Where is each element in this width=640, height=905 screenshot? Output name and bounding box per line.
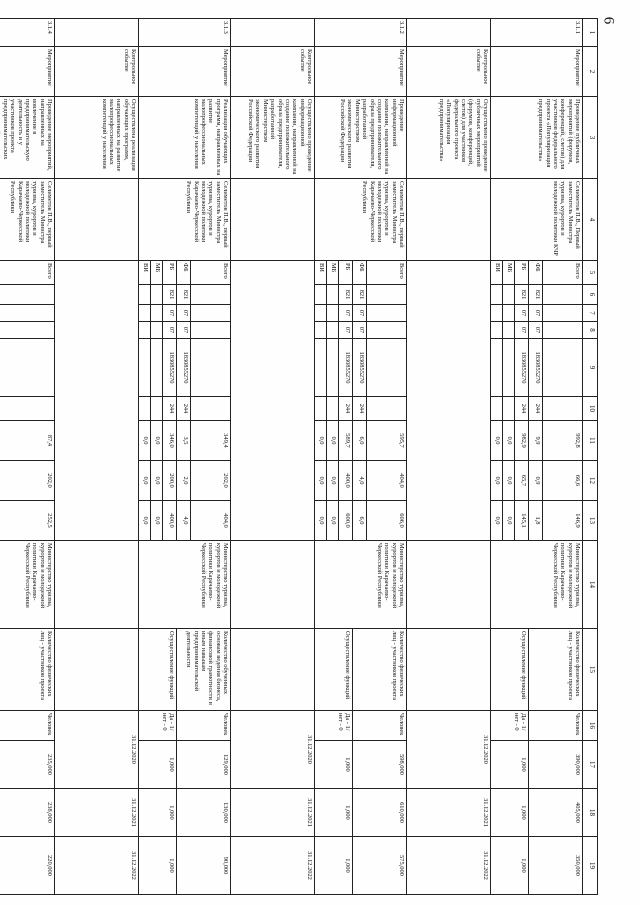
- amount-2021: 4,0: [353, 461, 367, 501]
- column-number: 6: [583, 285, 598, 305]
- amount-2020: 346,0: [163, 421, 177, 461]
- item-name: Проведение публичных мероприятий (форумов, конференций, слетов) для участников федерального проекта «Популяризация предпринимательства»: [491, 97, 583, 179]
- grbs-code: [315, 285, 327, 305]
- responsible-person: Селиметов П.В., первый заместитель Министра туризма, курортов и молодежной политики Карачаево-Черкесской Республики: [0, 179, 55, 261]
- amount-2020: 982,9: [515, 421, 529, 461]
- indicator-2022: 1,000: [491, 837, 529, 895]
- section-row: [367, 19, 407, 895]
- grbs-code: [367, 285, 407, 305]
- item-name: Осуществлена реализация обучающих программ, направленных на развитие малопрофессиональных компетенций у населения: [55, 97, 139, 179]
- indicator-unit: Да - 1/ нет - 0: [491, 711, 529, 741]
- grbs-code: [491, 285, 503, 305]
- indicator-2022: 1,000: [315, 837, 353, 895]
- indicator-name: Количество физических лиц - участников проекта: [353, 629, 407, 711]
- item-type: Мероприятие: [315, 47, 407, 97]
- date-2021: 31.12.2021: [55, 789, 139, 837]
- pr-code: [315, 322, 327, 339]
- pr-code: [0, 322, 55, 339]
- item-name: Осуществлено проведение публичных мероприятий (форумов, конференций, слетов) для участников федерального проекта «Популяризация предпринимательства»: [407, 97, 491, 179]
- amount-2021: 400,0: [339, 461, 353, 501]
- responsible-person: Селиметов П.В., первый заместитель Министра туризма, курортов и молодежной политики Карачаево-Черкесской Республики: [315, 179, 407, 261]
- indicator-2021: 1,000: [139, 789, 177, 837]
- amount-2020: 0,0: [327, 421, 339, 461]
- rz-code: [191, 305, 231, 322]
- rz-code: 07: [515, 305, 529, 322]
- column-number: 12: [583, 461, 598, 501]
- date-2020: 31.12.2020: [231, 711, 315, 789]
- scanned-page: [1, 18, 598, 894]
- funding-source: МБ: [503, 261, 515, 285]
- pr-code: 07: [529, 322, 543, 339]
- csr-code: [491, 339, 503, 397]
- item-type: Контрольное событие: [407, 47, 491, 97]
- responsible-person: [407, 179, 491, 261]
- executor: Министерство туризма, курортов и молодежной политики Карачаево-Черкесской Республики: [315, 541, 407, 629]
- indicator-name: [407, 629, 491, 711]
- header-row: [583, 19, 598, 895]
- grbs-code: [543, 285, 583, 305]
- indicator-base: 598,000: [353, 741, 407, 789]
- pr-code: 07: [353, 322, 367, 339]
- csr-code: 1830855270: [339, 339, 353, 397]
- csr-code: 1830855270: [529, 339, 543, 397]
- amount-2020: 0,0: [503, 421, 515, 461]
- pr-code: [151, 322, 163, 339]
- vr-code: [327, 397, 339, 421]
- indicator-name: Осуществление функций: [315, 629, 353, 711]
- amount-2022: 0,0: [139, 501, 151, 541]
- csr-code: 1830855270: [163, 339, 177, 397]
- pr-code: 07: [339, 322, 353, 339]
- indicator-2021: 1,000: [491, 789, 529, 837]
- vr-code: 244: [177, 397, 191, 421]
- item-code: 3.1.1: [491, 19, 583, 47]
- indicator-2021: 1,000: [315, 789, 353, 837]
- funding-source: ВИ: [315, 261, 327, 285]
- amount-2020: 349,4: [191, 421, 231, 461]
- column-number: 14: [583, 541, 598, 629]
- rz-code: 07: [529, 305, 543, 322]
- amount-2022: 400,0: [163, 501, 177, 541]
- pr-code: [367, 322, 407, 339]
- pr-code: 07: [177, 322, 191, 339]
- date-2022: 31.12.2022: [231, 837, 315, 895]
- date-2021: 31.12.2021: [231, 789, 315, 837]
- column-number: 4: [583, 179, 598, 261]
- indicator-2021: 238,000: [0, 789, 55, 837]
- funding-source: МБ: [327, 261, 339, 285]
- vr-code: 244: [339, 397, 353, 421]
- indicator-2022: 1,000: [139, 837, 177, 895]
- amount-2021: 200,0: [163, 461, 177, 501]
- amount-2021: 65,7: [515, 461, 529, 501]
- rz-code: 07: [339, 305, 353, 322]
- vr-code: [151, 397, 163, 421]
- csr-code: [543, 339, 583, 397]
- column-number: 3: [583, 97, 598, 179]
- responsible-person: Селиметов П.В., Первый заместитель Министра туризма, курортов и молодежной политики КЧР: [491, 179, 583, 261]
- amount-2021: 202,0: [0, 461, 55, 501]
- amount-2021: 2,0: [177, 461, 191, 501]
- indicator-2021: 405,000: [529, 789, 583, 837]
- column-number: 16: [583, 711, 598, 741]
- amount-2022: 0,0: [503, 501, 515, 541]
- csr-code: [315, 339, 327, 397]
- pr-code: [327, 322, 339, 339]
- item-type: Мероприятие: [491, 47, 583, 97]
- grbs-code: [0, 285, 55, 305]
- indicator-2022: 575,000: [353, 837, 407, 895]
- amount-2020: 6,0: [353, 421, 367, 461]
- rz-code: [543, 305, 583, 322]
- grbs-code: [151, 285, 163, 305]
- responsible-person: Селиметов П.В., первый заместитель Министра туризма, курортов и молодежной политики Карачаево-Черкесской Республики: [139, 179, 231, 261]
- csr-code: 1830855270: [353, 339, 367, 397]
- amount-2022: 606,0: [367, 501, 407, 541]
- item-name: Осуществлено проведение информационной кампании, направленной на создание положительного образа предпринимателя, разработанной Министерством экономического развития Российской Федерации: [231, 97, 315, 179]
- item-type: Мероприятие: [139, 47, 231, 97]
- vr-code: 244: [529, 397, 543, 421]
- amount-2021: 66,6: [543, 461, 583, 501]
- date-2020: 31.12.2020: [55, 711, 139, 789]
- column-number: 15: [583, 629, 598, 711]
- pr-code: [191, 322, 231, 339]
- indicator-name: [231, 629, 315, 711]
- csr-code: 1830855270: [177, 339, 191, 397]
- column-number: 1: [583, 19, 598, 47]
- grbs-code: [191, 285, 231, 305]
- item-type: Контрольное событие: [231, 47, 315, 97]
- funding-source: Всего: [367, 261, 407, 285]
- amount-2021: 0,0: [151, 461, 163, 501]
- executor: Министерство туризма, курортов и молодежной политики Карачаево-Черкесской Республики: [0, 541, 55, 629]
- amount-2021: 404,0: [367, 461, 407, 501]
- indicator-2021: 130,000: [177, 789, 231, 837]
- amount-2022: 0,0: [151, 501, 163, 541]
- section-row: [543, 19, 583, 895]
- grbs-code: 821: [515, 285, 529, 305]
- column-number: 11: [583, 421, 598, 461]
- csr-code: [0, 339, 55, 397]
- control-event-row: [407, 19, 491, 895]
- pr-code: 07: [515, 322, 529, 339]
- indicator-base: 129,000: [177, 741, 231, 789]
- vr-code: [139, 397, 151, 421]
- item-code: [231, 19, 315, 47]
- indicator-base: 235,000: [0, 741, 55, 789]
- funding-source: ВИ: [491, 261, 503, 285]
- amount-2020: 0,0: [139, 421, 151, 461]
- rz-code: [491, 305, 503, 322]
- vr-code: [191, 397, 231, 421]
- rz-code: [367, 305, 407, 322]
- indicator-2022: 220,000: [0, 837, 55, 895]
- pr-code: [139, 322, 151, 339]
- amount-2022: 0,0: [327, 501, 339, 541]
- item-code: [407, 19, 491, 47]
- amount-2020: 595,7: [367, 421, 407, 461]
- grbs-code: 821: [339, 285, 353, 305]
- amount-2022: 4,0: [177, 501, 191, 541]
- responsible-person: [55, 179, 139, 261]
- indicator-name: Осуществление функций: [491, 629, 529, 711]
- funding-source: РБ: [339, 261, 353, 285]
- pr-code: [491, 322, 503, 339]
- rz-code: 07: [163, 305, 177, 322]
- amount-2021: 0,0: [315, 461, 327, 501]
- indicator-unit: Да - 1/ нет - 0: [315, 711, 353, 741]
- vr-code: [543, 397, 583, 421]
- item-code: 3.1.4: [0, 19, 55, 47]
- funding-source: ФБ: [353, 261, 367, 285]
- grbs-code: 821: [353, 285, 367, 305]
- indicator-base: 1,000: [139, 741, 177, 789]
- vr-code: [503, 397, 515, 421]
- rz-code: [151, 305, 163, 322]
- grbs-code: [139, 285, 151, 305]
- rz-code: [139, 305, 151, 322]
- executor: [55, 541, 139, 629]
- funding-source: РБ: [515, 261, 529, 285]
- column-number: 7: [583, 305, 598, 322]
- rz-code: [503, 305, 515, 322]
- funding-source: Всего: [191, 261, 231, 285]
- item-type: Мероприятие: [0, 47, 55, 97]
- date-2022: 31.12.2022: [55, 837, 139, 895]
- date-2021: 31.12.2021: [407, 789, 491, 837]
- indicator-name: Количество физических лиц - участников проекта: [0, 629, 55, 711]
- amount-2022: 0,0: [315, 501, 327, 541]
- funding-source: ФБ: [529, 261, 543, 285]
- column-number: 18: [583, 789, 598, 837]
- amount-2020: 0,0: [315, 421, 327, 461]
- indicator-unit: Человек: [177, 711, 231, 741]
- indicator-base: 1,000: [491, 741, 529, 789]
- column-number: 13: [583, 501, 598, 541]
- control-event-row: [231, 19, 315, 895]
- amount-2021: 0,9: [529, 461, 543, 501]
- column-number: 19: [583, 837, 598, 895]
- amount-2022: 6,0: [353, 501, 367, 541]
- csr-code: [503, 339, 515, 397]
- executor: [231, 541, 315, 629]
- column-number: 5: [583, 261, 598, 285]
- amount-2022: 404,0: [191, 501, 231, 541]
- vr-code: 244: [353, 397, 367, 421]
- rz-code: 07: [353, 305, 367, 322]
- indicator-name: Осуществление функций: [139, 629, 177, 711]
- section-row: [191, 19, 231, 895]
- executor: Министерство туризма, курортов и молодежной политики Карачаево-Черкесской Республики: [139, 541, 231, 629]
- amount-2020: 992,8: [543, 421, 583, 461]
- responsible-person: [231, 179, 315, 261]
- item-code: [55, 19, 139, 47]
- date-2022: 31.12.2022: [407, 837, 491, 895]
- empty-cell: [55, 261, 139, 541]
- amount-2022: 146,9: [543, 501, 583, 541]
- indicator-base: 1,000: [315, 741, 353, 789]
- page-number: 6: [600, 16, 617, 25]
- column-number: 17: [583, 741, 598, 789]
- amount-2020: 0,0: [151, 421, 163, 461]
- control-event-row: [55, 19, 139, 895]
- csr-code: 1830855270: [515, 339, 529, 397]
- indicator-2021: 610,000: [353, 789, 407, 837]
- grbs-code: 821: [529, 285, 543, 305]
- pr-code: [543, 322, 583, 339]
- item-code: 3.1.2: [315, 19, 407, 47]
- amount-2021: 0,0: [327, 461, 339, 501]
- item-type: Контрольное событие: [55, 47, 139, 97]
- csr-code: [151, 339, 163, 397]
- amount-2020: 9,9: [529, 421, 543, 461]
- indicator-name: [55, 629, 139, 711]
- indicator-2022: 350,000: [529, 837, 583, 895]
- vr-code: 244: [515, 397, 529, 421]
- amount-2020: 589,7: [339, 421, 353, 461]
- funding-source: МБ: [151, 261, 163, 285]
- amount-2021: 0,0: [491, 461, 503, 501]
- amount-2022: 145,1: [515, 501, 529, 541]
- indicator-unit: Человек: [529, 711, 583, 741]
- column-number: 8: [583, 322, 598, 339]
- vr-code: [315, 397, 327, 421]
- indicator-name: Количество обученных основам ведения бизнеса, финансовой грамотности и иным навыкам предпринимательской деятельности: [177, 629, 231, 711]
- vr-code: [491, 397, 503, 421]
- column-number: 9: [583, 339, 598, 397]
- section-row: [0, 19, 55, 895]
- vr-code: [0, 397, 55, 421]
- empty-cell: [231, 261, 315, 541]
- funding-source: РБ: [163, 261, 177, 285]
- pr-code: 07: [163, 322, 177, 339]
- item-name: Проведение мероприятий, направленных на вовлечение в предпринимательскую деятельность и у участников проекта предпринимательских: [0, 97, 55, 179]
- rotated-document: [1, 18, 598, 894]
- funding-source: Всего: [543, 261, 583, 285]
- amount-2021: 202,0: [191, 461, 231, 501]
- amount-2022: 0,0: [491, 501, 503, 541]
- grbs-code: 821: [177, 285, 191, 305]
- amount-2021: 0,0: [139, 461, 151, 501]
- csr-code: [327, 339, 339, 397]
- amount-2022: 252,5: [0, 501, 55, 541]
- indicator-unit: Да - 1/ нет - 0: [139, 711, 177, 741]
- rz-code: [327, 305, 339, 322]
- csr-code: [191, 339, 231, 397]
- vr-code: [367, 397, 407, 421]
- empty-cell: [407, 261, 491, 541]
- date-2020: 31.12.2020: [407, 711, 491, 789]
- item-name: Проведение информационной кампании, направленной на создание положительного образа предпринимателя, разработанной Министерством экономического развития Российской Федерации: [315, 97, 407, 179]
- funding-source: Всего: [0, 261, 55, 285]
- indicator-unit: Человек: [0, 711, 55, 741]
- pr-code: [503, 322, 515, 339]
- amount-2022: 600,0: [339, 501, 353, 541]
- grbs-code: [503, 285, 515, 305]
- indicator-name: Количество физических лиц - участников проекта: [529, 629, 583, 711]
- funding-source: ВИ: [139, 261, 151, 285]
- rz-code: 07: [177, 305, 191, 322]
- vr-code: 244: [163, 397, 177, 421]
- item-name: Реализация обучающих программ, направленных на развитие малопрофессиональных компетенций у населения: [139, 97, 231, 179]
- amount-2020: 3,5: [177, 421, 191, 461]
- csr-code: [139, 339, 151, 397]
- grbs-code: [327, 285, 339, 305]
- csr-code: [367, 339, 407, 397]
- column-number: 10: [583, 397, 598, 421]
- rz-code: [0, 305, 55, 322]
- amount-2021: 0,0: [503, 461, 515, 501]
- amount-2022: 1,8: [529, 501, 543, 541]
- executor: Министерство туризма, курортов и молодежной политики Карачаево-Черкесской Республики: [491, 541, 583, 629]
- rz-code: [315, 305, 327, 322]
- indicator-2022: 90,000: [177, 837, 231, 895]
- executor: [407, 541, 491, 629]
- indicator-unit: Человек: [353, 711, 407, 741]
- item-code: 3.1.3: [139, 19, 231, 47]
- column-number: 2: [583, 47, 598, 97]
- amount-2020: 87,4: [0, 421, 55, 461]
- grbs-code: 821: [163, 285, 177, 305]
- funding-source: ФБ: [177, 261, 191, 285]
- budget-table: [0, 18, 598, 895]
- indicator-base: 390,000: [529, 741, 583, 789]
- amount-2020: 0,0: [491, 421, 503, 461]
